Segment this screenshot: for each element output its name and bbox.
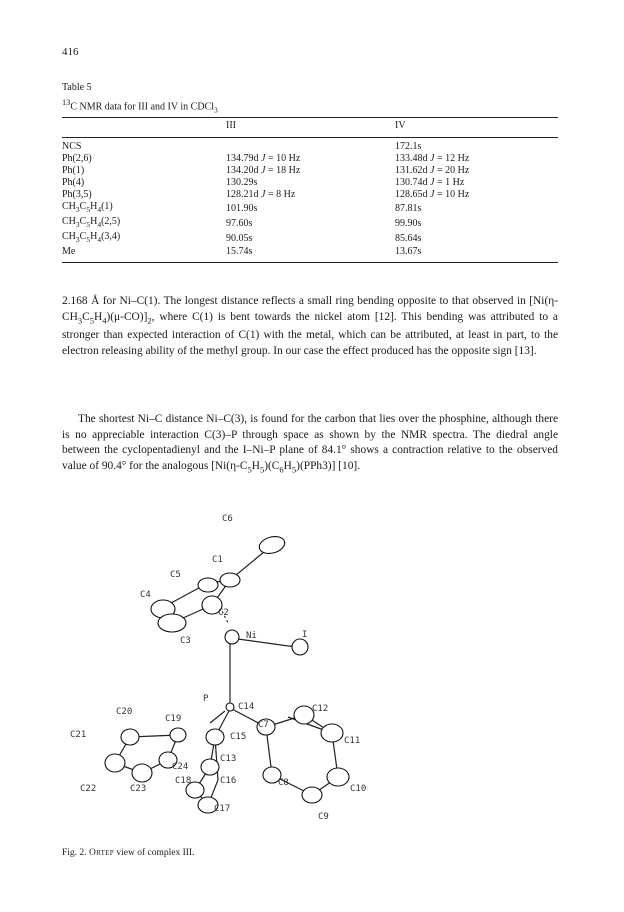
row-atom: Ph(4) — [62, 177, 85, 188]
label-c24: C24 — [172, 762, 189, 772]
label-c1: C1 — [212, 555, 223, 565]
row-iii: 101.90s — [226, 202, 258, 214]
table-row — [62, 165, 558, 177]
row-iii: 134.20d J = 18 Hz — [226, 165, 301, 176]
label-c16: C16 — [220, 776, 237, 786]
label-c21: C21 — [70, 730, 87, 740]
row-iii: 90.05s — [226, 232, 253, 244]
row-iii: 128.21d J = 8 Hz — [226, 189, 296, 200]
header-iv: IV — [395, 120, 406, 131]
table-row — [62, 153, 558, 165]
label-c6: C6 — [222, 514, 233, 524]
row-atom: $CH_3C_5H_4(2,5)$ — [62, 216, 121, 229]
row-atom: Me — [62, 246, 76, 257]
table-row — [62, 216, 558, 231]
row-atom: Ph(1) — [62, 165, 85, 176]
table-row — [62, 177, 558, 189]
header-iii: III — [226, 120, 236, 131]
atom-c10 — [327, 768, 349, 786]
label-c19: C19 — [165, 714, 182, 724]
label-c20: C20 — [116, 707, 133, 717]
table-row — [62, 189, 558, 201]
bond — [210, 711, 225, 723]
table-row — [62, 137, 558, 153]
label-c11: C11 — [344, 736, 361, 746]
label-c14: C14 — [238, 702, 255, 712]
label-c9: C9 — [318, 812, 329, 822]
label-c23: C23 — [130, 784, 147, 794]
table-row — [62, 201, 558, 216]
atom-c11 — [321, 724, 343, 742]
label-c17: C17 — [214, 804, 231, 814]
row-iii: 15.74s — [226, 246, 253, 257]
label-c18: C18 — [175, 776, 192, 786]
atom-c21 — [105, 754, 125, 772]
atom-p — [226, 703, 234, 711]
row-iv: 130.74d J = 1 Hz — [395, 177, 465, 188]
row-iv: 133.48d J = 12 Hz — [395, 153, 470, 164]
page-number: 416 — [62, 46, 79, 58]
label-c3: C3 — [180, 636, 191, 646]
table-bottom-rule — [62, 262, 558, 263]
atom-c20 — [121, 729, 139, 745]
atom-c3 — [158, 614, 186, 632]
row-atom: $CH_3C_5H_4(3,4)$ — [62, 231, 121, 244]
atom-c9 — [302, 787, 322, 803]
atom-c19 — [170, 728, 186, 742]
label-i: I — [302, 630, 308, 640]
figure-caption-rest: view of complex III. — [116, 848, 195, 858]
figure-caption — [62, 848, 194, 858]
paragraph-1: 2.168 Å for Ni–C(1). The longest distance reflects a small ring bending opposite to that observed in $[Ni(\eta-CH_3C_5H_4)(\mu-CO)]_2$, where C(1) is bent towards the nickel atom [12]. This bending was attributed to a stronger than expected interaction of C(1) with the metal, which can be attributed, at least in part, to the electron releasing ability of the methyl group. In our case the effect produced has the opposite sign [13]. — [62, 295, 558, 358]
atom-c12 — [294, 706, 314, 724]
atom-c13 — [206, 729, 224, 745]
label-c2: C2 — [218, 608, 229, 618]
row-atom: NCS — [62, 141, 82, 152]
table-header-row — [62, 120, 558, 137]
header-atom — [62, 120, 226, 137]
row-iv: 13.67s — [395, 246, 422, 257]
row-atom: Ph(3,5) — [62, 189, 92, 200]
label-c7: C7 — [258, 720, 269, 730]
atom-c18 — [201, 759, 219, 775]
label-c10: C10 — [350, 784, 367, 794]
label-c5: C5 — [170, 570, 181, 580]
label-c13: C13 — [220, 754, 237, 764]
row-iii: 97.60s — [226, 217, 253, 229]
atom-ni — [225, 630, 239, 644]
row-iv: 85.64s — [395, 232, 422, 244]
label-c4: C4 — [140, 590, 151, 600]
row-iv: 87.81s — [395, 202, 422, 214]
label-ni: Ni — [246, 631, 257, 641]
row-iv: 131.62d J = 20 Hz — [395, 165, 470, 176]
label-p: P — [203, 694, 209, 704]
atom-c5 — [198, 578, 218, 592]
label-c15: C15 — [230, 732, 247, 742]
table-row — [62, 246, 558, 258]
row-iv: 128.65d J = 10 Hz — [395, 189, 470, 200]
paragraph-2: The shortest Ni–C distance Ni–C(3), is found for the carbon that lies over the phosphine, although there is no appreciable interaction C(3)–P through space as shown by the NMR spectra. The diedral angle between the cyclopentadienyl and the I–Ni–P plane of 84.1° shows a contraction relative to the observed value of 90.4° for the analogous $[Ni(\eta-C_5H_5)(C_6H_5)(PPh3)]$ [10]. — [62, 413, 558, 475]
table-caption: $^{13}$C NMR data for III and IV in CDCl$_3$ — [62, 98, 218, 115]
label-c12: C12 — [312, 704, 329, 714]
label-c22: C22 — [80, 784, 97, 794]
ortep-figure — [60, 505, 560, 835]
row-iv: 99.90s — [395, 217, 422, 229]
row-iv: 172.1s — [395, 141, 422, 152]
table-label: Table 5 — [62, 82, 92, 93]
atom-c1 — [220, 573, 240, 587]
atom-c6 — [257, 534, 286, 556]
figure-caption-prefix: Fig. 2. — [62, 848, 87, 858]
row-atom: $CH_3C_5H_4(1)$ — [62, 201, 113, 214]
atom-c22 — [132, 764, 152, 782]
row-atom: Ph(2,6) — [62, 153, 92, 164]
row-iii: 134.79d J = 10 Hz — [226, 153, 301, 164]
row-iii — [226, 137, 395, 153]
nmr-table — [62, 120, 558, 258]
row-iii: 130.29s — [226, 177, 258, 188]
label-c8: C8 — [278, 778, 289, 788]
table-top-rule — [62, 117, 558, 118]
figure-caption-ortep: Ortep — [88, 848, 114, 858]
table-row — [62, 231, 558, 246]
atom-i — [292, 639, 308, 655]
